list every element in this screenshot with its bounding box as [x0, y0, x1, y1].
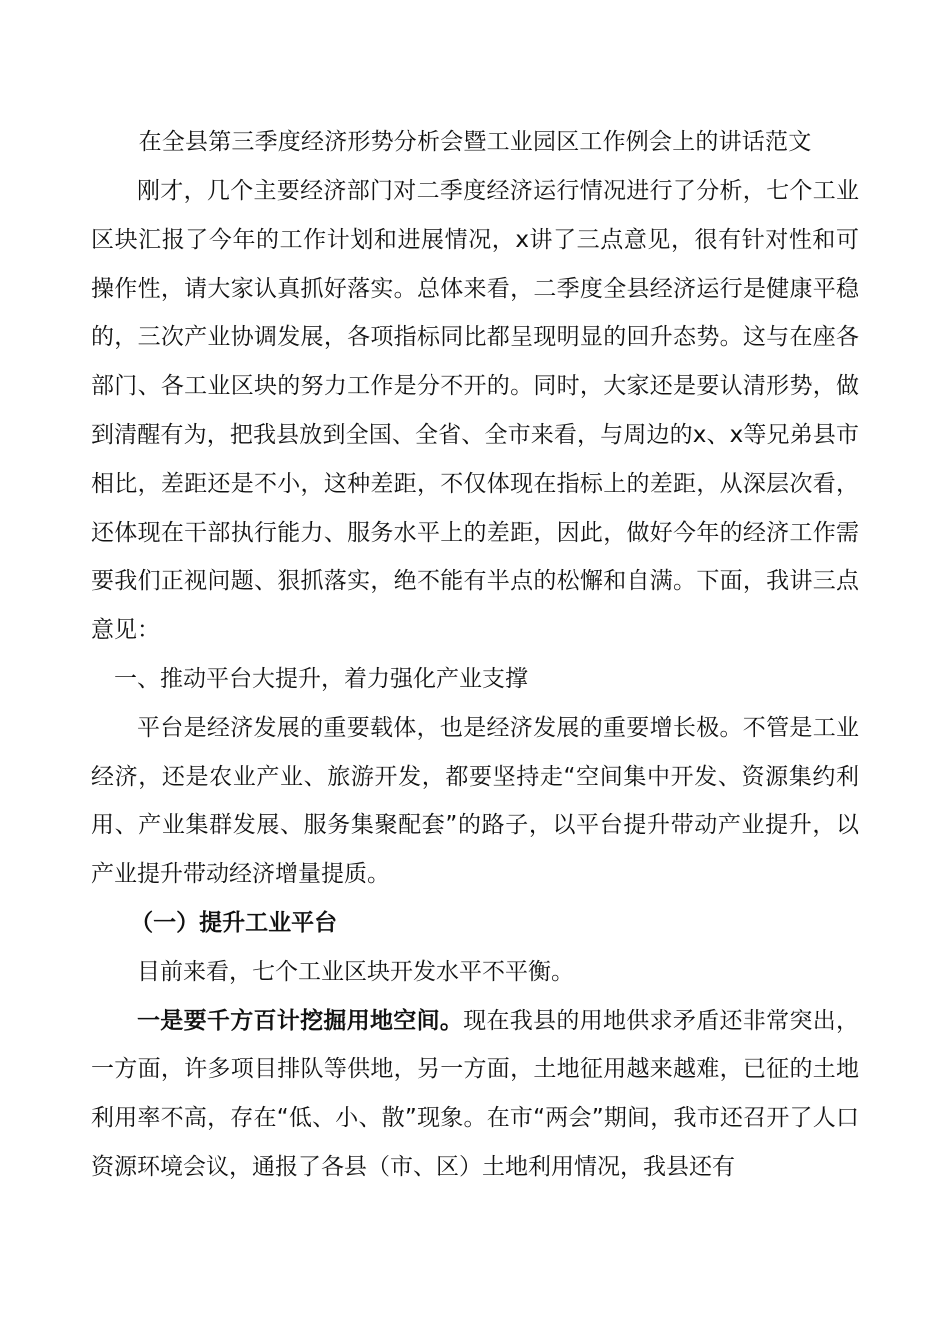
section-heading-1: 一、推动平台大提升，着力强化产业支撑	[114, 665, 528, 692]
document-title: 在全县第三季度经济形势分析会暨工业园区工作例会上的讲话范文	[138, 129, 812, 155]
paragraph-lead-text: 一是要千方百计挖掘用地空间。	[137, 1007, 464, 1034]
paragraph-land-use	[91, 997, 859, 1192]
subsection-heading-1: （一）提升工业平台	[130, 909, 338, 936]
paragraph-platform: 平台是经济发展的重要载体，也是经济发展的重要增长极。不管是工业经济，还是农业产业、旅游开发，都要坚持走“空间集中开发、资源集约利用、产业集群发展、服务集聚配套”的路子，以平台提升带动产业提升，以产业提升带动经济增量提质。	[91, 714, 859, 888]
paragraph-current-status: 目前来看，七个工业区块开发水平不平衡。	[137, 958, 574, 985]
paragraph-opening: 刚才，几个主要经济部门对二季度经济运行情况进行了分析，七个工业区块汇报了今年的工作计划和进展情况，x讲了三点意见，很有针对性和可操作性，请大家认真抓好落实。总体来看，二季度全县经济运行是健康平稳的，三次产业协调发展，各项指标同比都呈现明显的回升态势。这与在座各部门、各工业区块的努力工作是分不开的。同时，大家还是要认清形势，做到清醒有为，把我县放到全国、全省、全市来看，与周边的x、x等兄弟县市相比，差距还是不小，这种差距，不仅体现在指标上的差距，从深层次看，还体现在干部执行能力、服务水平上的差距，因此，做好今年的经济工作需要我们正视问题、狠抓落实，绝不能有半点的松懈和自满。下面，我讲三点意见：	[91, 178, 859, 644]
paragraph-body-text: 现在我县的用地供求矛盾还非常突出，一方面，许多项目排队等供地，另一方面，土地征用越来越难，已征的土地利用率不高，存在“低、小、散”现象。在市“两会”期间，我市还召开了人口资源环境会议，通报了各县（市、区）土地利用情况，我县还有	[91, 1007, 860, 1180]
document-page	[91, 118, 859, 1192]
